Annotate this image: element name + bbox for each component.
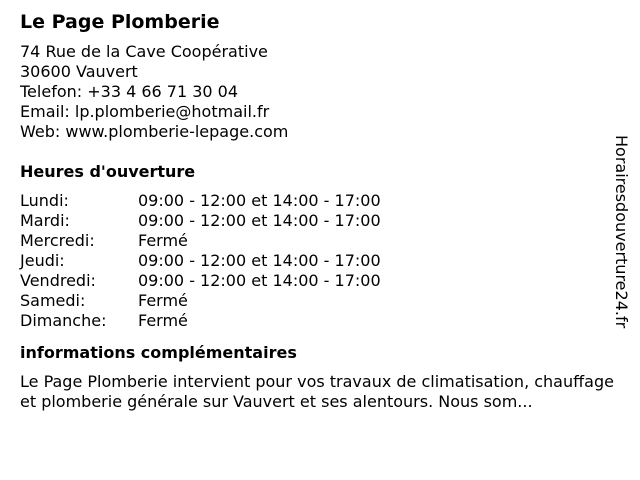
hours-day-label: Lundi: xyxy=(20,191,69,210)
address-line-street: 74 Rue de la Cave Coopérative xyxy=(20,42,268,61)
site-watermark: Horairesdouverture24.fr xyxy=(612,135,631,329)
hours-time-value: Fermé xyxy=(138,231,188,250)
hours-day-label: Dimanche: xyxy=(20,311,107,330)
hours-table xyxy=(20,191,620,331)
phone-line: Telefon: +33 4 66 71 30 04 xyxy=(20,82,239,101)
hours-day-label: Mardi: xyxy=(20,211,70,230)
hours-day-label: Vendredi: xyxy=(20,271,96,290)
hours-day-label: Jeudi: xyxy=(20,251,65,270)
hours-time-value: 09:00 - 12:00 et 14:00 - 17:00 xyxy=(138,211,381,230)
hours-time-value: Fermé xyxy=(138,311,188,330)
hours-row-jeudi xyxy=(20,251,620,271)
hours-row-dimanche xyxy=(20,311,620,331)
info-heading: informations complémentaires xyxy=(20,343,297,362)
business-card xyxy=(20,10,620,412)
info-description: Le Page Plomberie intervient pour vos travaux de climatisation, chauffage et plomberie générale sur Vauvert et ses alentours. Nous som... xyxy=(20,372,614,411)
hours-row-lundi xyxy=(20,191,620,211)
hours-time-value: 09:00 - 12:00 et 14:00 - 17:00 xyxy=(138,271,381,290)
hours-heading: Heures d'ouverture xyxy=(20,162,196,181)
hours-time-value: Fermé xyxy=(138,291,188,310)
hours-row-mardi xyxy=(20,211,620,231)
email-line: Email: lp.plomberie@hotmail.fr xyxy=(20,102,270,121)
hours-row-vendredi xyxy=(20,271,620,291)
business-name: Le Page Plomberie xyxy=(20,11,220,33)
address-line-city: 30600 Vauvert xyxy=(20,62,138,81)
hours-day-label: Mercredi: xyxy=(20,231,95,250)
hours-time-value: 09:00 - 12:00 et 14:00 - 17:00 xyxy=(138,251,381,270)
website-line: Web: www.plomberie-lepage.com xyxy=(20,122,289,141)
hours-row-mercredi xyxy=(20,231,620,251)
hours-time-value: 09:00 - 12:00 et 14:00 - 17:00 xyxy=(138,191,381,210)
hours-row-samedi xyxy=(20,291,620,311)
contact-block xyxy=(20,42,620,142)
hours-day-label: Samedi: xyxy=(20,291,86,310)
